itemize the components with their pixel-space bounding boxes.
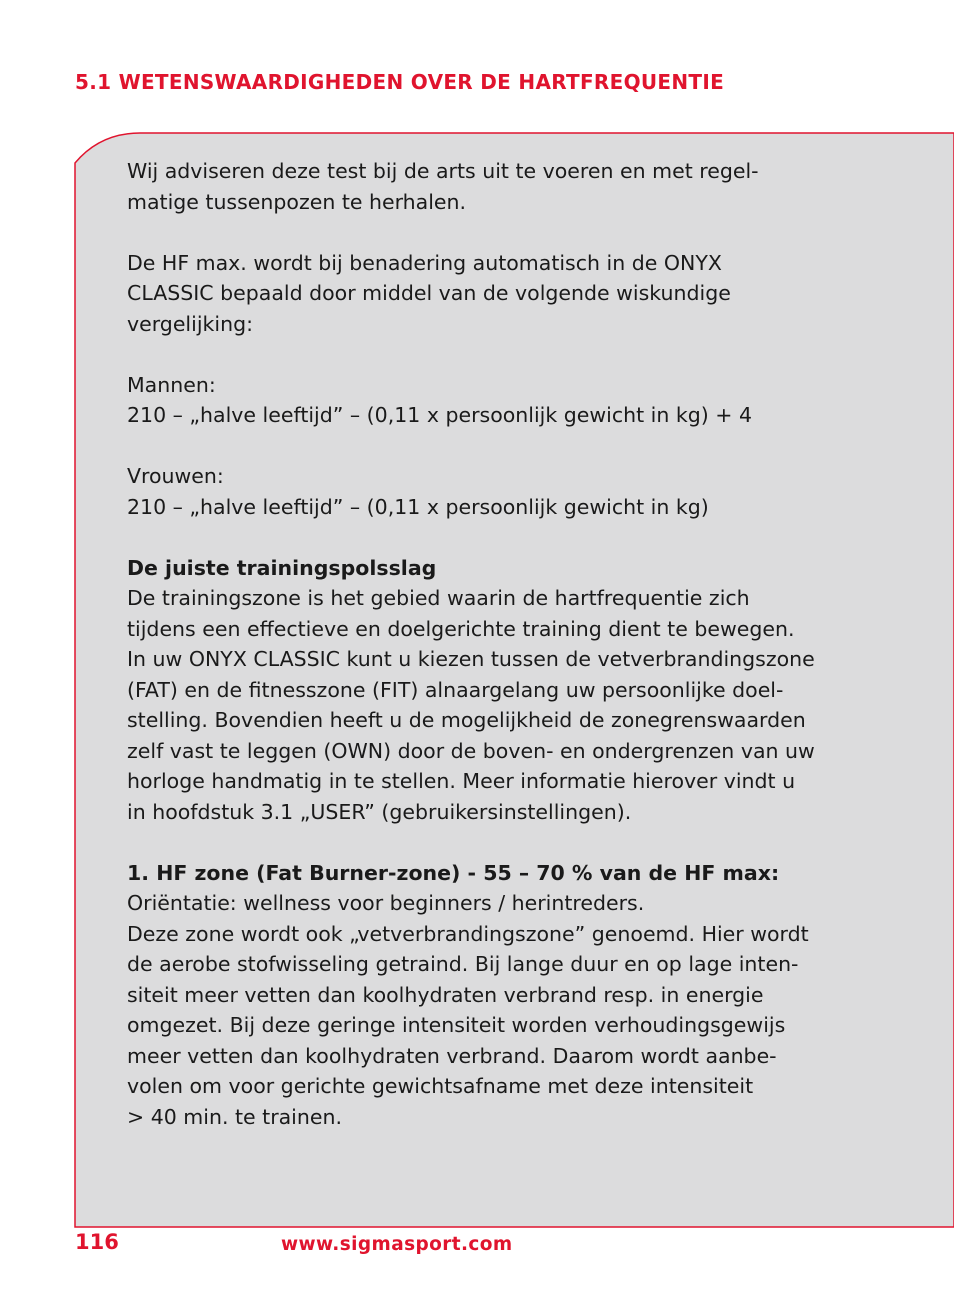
- text-line: In uw ONYX CLASSIC kunt u kiezen tussen de vetverbrandingszone: [127, 647, 815, 671]
- paragraph-gap: [127, 827, 867, 858]
- text-line: matige tussenpozen te herhalen.: [127, 189, 467, 214]
- text-line: meer vetten dan koolhydraten verbrand. Daarom wordt aanbe-: [127, 1043, 777, 1068]
- paragraph-gap: [127, 339, 867, 370]
- text-line: De trainingszone is het gebied waarin de hartfrequentie zich: [127, 586, 750, 610]
- text-line: vergelijking:: [127, 311, 254, 336]
- text-line: Deze zone wordt ook „vetverbrandingszone” genoemd. Hier wordt: [127, 921, 809, 946]
- text-line: 210 – „halve leeftijd” – (0,11 x persoonlijk gewicht in kg): [127, 494, 709, 519]
- text-line: de aerobe stofwisseling getraind. Bij lange duur en op lage inten-: [127, 952, 799, 976]
- text-line: CLASSIC bepaald door middel van de volgende wiskundige: [127, 281, 731, 305]
- text-line: De HF max. wordt bij benadering automatisch in de ONYX: [127, 250, 722, 275]
- text-line: zelf vast te leggen (OWN) door de boven- en ondergrenzen van uw: [127, 738, 815, 763]
- text-line: Wij adviseren deze test bij de arts uit te voeren en met regel-: [127, 159, 759, 183]
- text-line: volen om voor gerichte gewichtsafname met deze intensiteit: [127, 1074, 754, 1098]
- text-line: omgezet. Bij deze geringe intensiteit worden verhoudingsgewijs: [127, 1013, 786, 1037]
- text-line: 210 – „halve leeftijd” – (0,11 x persoonlijk gewicht in kg) + 4: [127, 403, 752, 427]
- body-text: [127, 156, 867, 1132]
- paragraph-gap: [127, 217, 867, 248]
- text-line: (FAT) en de fitnesszone (FIT) alnaargelang uw persoonlijke doel-: [127, 677, 784, 702]
- text-line: siteit meer vetten dan koolhydraten verbrand resp. in energie: [127, 982, 764, 1007]
- text-line: Oriëntatie: wellness voor beginners / herintreders.: [127, 891, 645, 915]
- text-line: tijdens een effectieve en doelgerichte training dient te bewegen.: [127, 616, 795, 641]
- text-line: stelling. Bovendien heeft u de mogelijkheid de zonegrenswaarden: [127, 708, 806, 732]
- text-line: Mannen:: [127, 372, 216, 397]
- section-title: 5.1 WETENSWAARDIGHEDEN OVER DE HARTFREQUENTIE: [75, 70, 725, 94]
- text-line: Vrouwen:: [127, 464, 224, 488]
- text-line: > 40 min. te trainen.: [127, 1104, 342, 1129]
- text-line: horloge handmatig in te stellen. Meer informatie hierover vindt u: [127, 769, 796, 793]
- subheading-line: 1. HF zone (Fat Burner-zone) - 55 – 70 % van de HF max:: [127, 860, 780, 885]
- website-link[interactable]: www.sigmasport.com: [281, 1234, 513, 1255]
- subheading-line: De juiste trainingspolsslag: [127, 555, 437, 580]
- paragraph-gap: [127, 522, 867, 553]
- text-line: in hoofdstuk 3.1 „USER” (gebruikersinstellingen).: [127, 799, 632, 824]
- paragraph-gap: [127, 431, 867, 462]
- page-number: 116: [75, 1230, 119, 1254]
